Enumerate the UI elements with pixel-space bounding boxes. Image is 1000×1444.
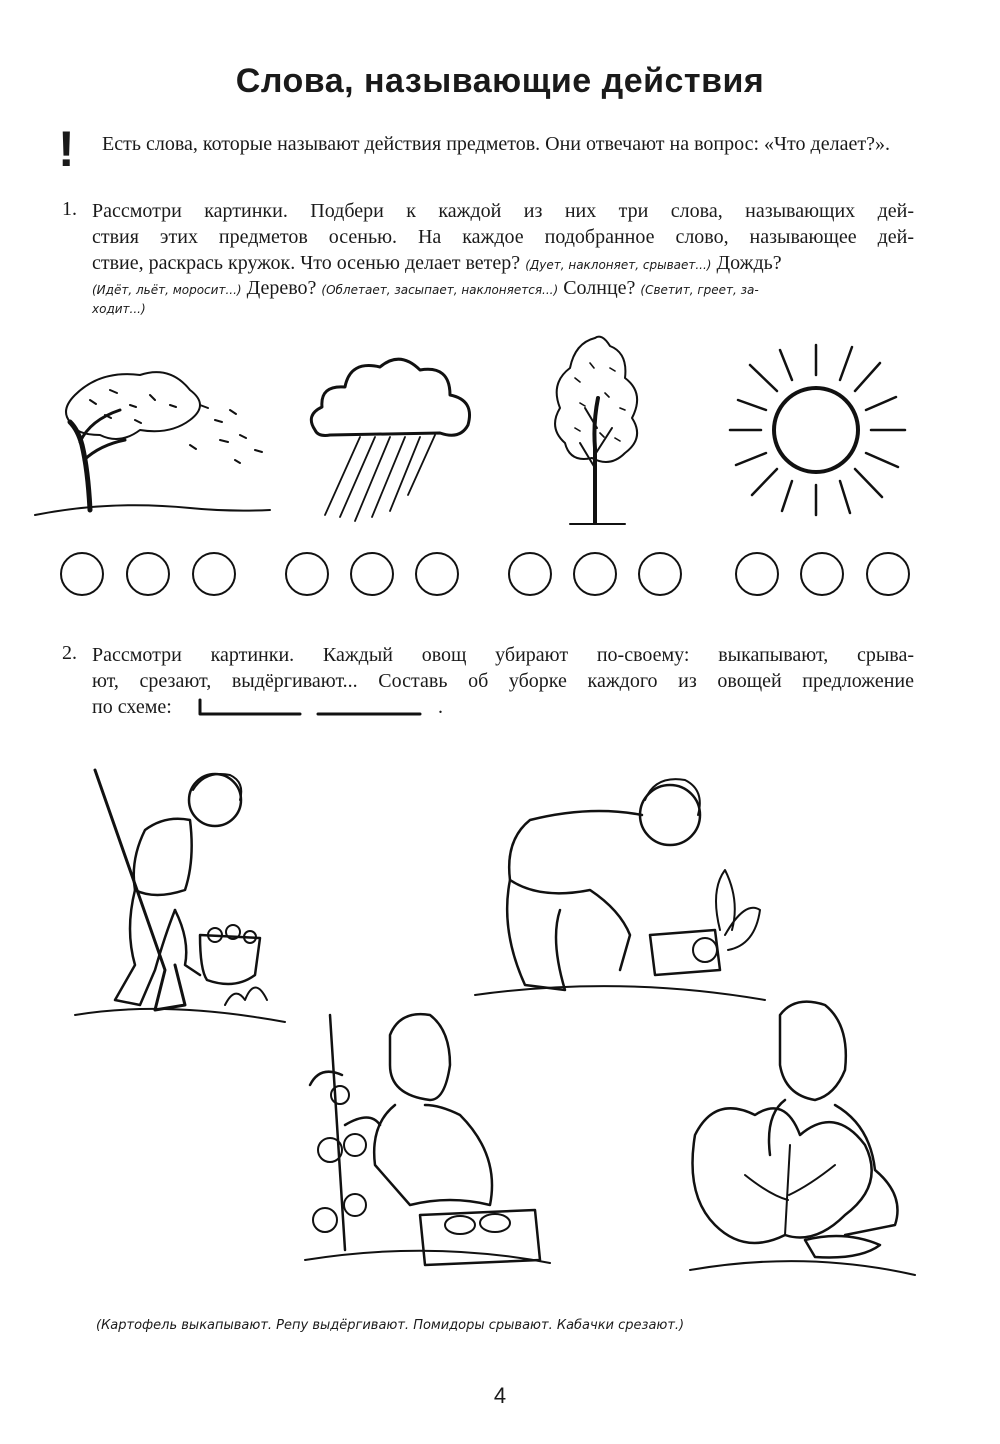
answer-circle-wind-1[interactable]	[60, 552, 104, 596]
task1-line4	[92, 275, 922, 303]
wind-tree-icon	[30, 350, 280, 520]
task1-question-wind: ствие, раскрась кружок. Что осенью делает ветер?	[92, 252, 521, 274]
answer-circle-tree-2[interactable]	[573, 552, 617, 596]
answer-circle-sun-3[interactable]	[866, 552, 910, 596]
hint-tree: (Облетает, засыпает, наклоняется...)	[321, 283, 559, 297]
answer-key: (Картофель выкапывают. Репу выдёргивают. Помидоры срывают. Кабачки срезают.)	[96, 1318, 685, 1333]
task2-line2: ют, срезают, выдёргивают... Составь об уборке каждого из овощей предложение	[92, 670, 914, 692]
task1-line2: ствия этих предметов осенью. На каждое подобранное слово, называющее дей-	[92, 226, 914, 248]
girl-cutting-zucchini-icon	[685, 995, 920, 1285]
question-tree: Дерево?	[246, 277, 317, 299]
task2-number: 2.	[62, 642, 77, 664]
task2-line1: Рассмотри картинки. Каждый овощ убирают по-своему: выкапывают, срыва-	[92, 644, 914, 666]
page-number: 4	[493, 1383, 507, 1408]
question-rain: Дождь?	[716, 252, 782, 274]
hint-wind: (Дует, наклоняет, срывает...)	[525, 258, 712, 272]
rule-text: Есть слова, которые называют действия предметов. Они отвечают на вопрос: «Что делает?».	[102, 133, 890, 155]
page-title: Слова, называющие действия	[235, 62, 765, 100]
answer-circle-tree-3[interactable]	[638, 552, 682, 596]
answer-circle-sun-2[interactable]	[800, 552, 844, 596]
question-sun: Солнце?	[563, 277, 636, 299]
answer-circle-wind-2[interactable]	[126, 552, 170, 596]
boy-pulling-turnips-icon	[470, 760, 770, 1015]
hint-sun-continued: ходит...)	[92, 302, 146, 316]
girl-picking-tomatoes-icon	[300, 1005, 555, 1275]
answer-circle-tree-1[interactable]	[508, 552, 552, 596]
tree-icon	[540, 328, 650, 528]
rule-mark: !	[58, 121, 75, 177]
hint-rain: (Идёт, льёт, моросит...)	[92, 283, 242, 297]
task1-line3	[92, 250, 922, 278]
answer-circle-wind-3[interactable]	[192, 552, 236, 596]
scheme-period: .	[438, 696, 443, 718]
task1-number: 1.	[62, 198, 77, 220]
answer-circle-rain-3[interactable]	[415, 552, 459, 596]
sentence-scheme	[196, 700, 456, 720]
hint-sun: (Светит, греет, за-	[640, 283, 759, 297]
task2-line3: по схеме:	[92, 696, 172, 718]
answer-circle-rain-2[interactable]	[350, 552, 394, 596]
boy-digging-potatoes-icon	[55, 760, 290, 1035]
answer-circle-rain-1[interactable]	[285, 552, 329, 596]
answer-circle-sun-1[interactable]	[735, 552, 779, 596]
sun-icon	[720, 335, 915, 525]
task1-line1: Рассмотри картинки. Подбери к каждой из них три слова, называющих дей-	[92, 200, 914, 222]
rain-cloud-icon	[300, 345, 480, 525]
